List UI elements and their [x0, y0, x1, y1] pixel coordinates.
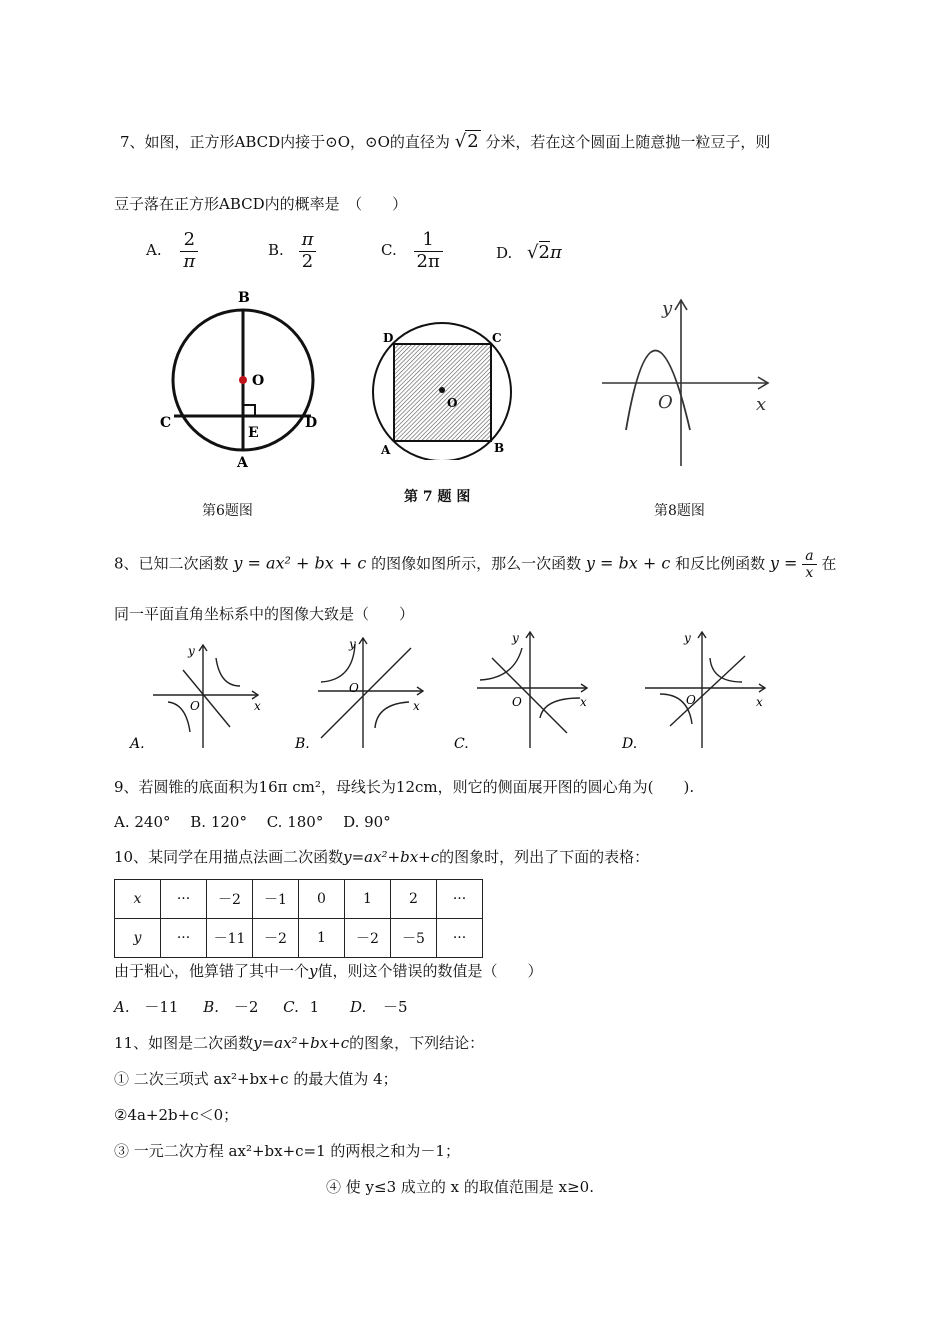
q8d-label-y: y [684, 631, 691, 645]
q8c-label-o: O [512, 695, 522, 709]
q8b-label-o: O [349, 681, 359, 695]
q10-option-c-label: C. [283, 998, 299, 1016]
fig7-label-d: D [383, 331, 394, 345]
fig7-label-b: B [494, 441, 505, 455]
q7-option-d-label: D. [496, 244, 513, 262]
q10-after-b: 值，则这个错误的数值是（ ） [317, 962, 543, 980]
table-cell: 2 [391, 880, 437, 919]
q10-option-b-value: －2 [233, 998, 259, 1016]
figure-6 [160, 285, 330, 475]
q10-text-a: 10、某同学在用描点法画二次函数 [114, 848, 344, 866]
q8c-label-y: y [512, 631, 519, 645]
q11-text-a: 11、如图是二次函数 [114, 1034, 254, 1052]
q8-inverse-den: x [805, 565, 814, 582]
fig7-label-a: A [381, 443, 391, 457]
table-cell: －2 [345, 919, 391, 958]
q7-text-b: 分米，若在这个圆面上随意抛一粒豆子，则 [485, 133, 771, 151]
q7-option-b-frac [299, 230, 317, 272]
figure-7 [372, 320, 512, 460]
q8-formula-linear: y = bx + c [585, 553, 671, 573]
q7-c-num: 1 [414, 230, 443, 252]
q7-line1 [120, 130, 770, 152]
q10-option-d-value: －5 [383, 998, 408, 1016]
q8b-option-label: B. [295, 736, 310, 752]
q8-text-d: 在 [821, 554, 837, 573]
fig6-label-d: D [305, 415, 318, 431]
q8d-label-o: O [686, 693, 696, 707]
q10-after [114, 960, 543, 981]
q9-options: A. 240° B. 120° C. 180° D. 90° [114, 813, 391, 831]
q8b-hyperbola-2 [375, 702, 409, 728]
q8-inverse-num: a [802, 548, 816, 565]
q9-stem: 9、若圆锥的底面积为16π cm²，母线长为12cm，则它的侧面展开图的圆心角为( ). [114, 778, 695, 796]
fig7-label-o: O [447, 396, 458, 410]
figure-8 [598, 296, 778, 471]
q10-text-b: 的图象时，列出了下面的表格： [439, 848, 650, 866]
fig8-caption: 第8题图 [654, 503, 705, 519]
table-cell: 1 [345, 880, 391, 919]
table-cell: ··· [161, 919, 207, 958]
fig8-label-x: x [756, 394, 767, 415]
table-cell: 0 [299, 880, 345, 919]
table-cell: x [115, 880, 161, 919]
q7-a-den: π [183, 250, 196, 272]
sqrt-2: √2 [454, 131, 479, 152]
q8-line2: 同一平面直角坐标系中的图像大致是（ ） [114, 605, 415, 623]
fig6-center-dot [239, 376, 247, 384]
q7-option-d-expr: √2π [527, 242, 562, 263]
q8c-option-label: C. [454, 736, 469, 752]
q11-text-b: 的图象，下列结论： [349, 1034, 485, 1052]
q10-option-a-label: A. [114, 998, 130, 1016]
table-cell: －2 [253, 919, 299, 958]
fig8-label-y: y [662, 298, 673, 319]
table-cell: ··· [437, 880, 483, 919]
q11-conclusion-4: ④ 使 y≤3 成立的 x 的取值范围是 x≥0. [326, 1178, 594, 1196]
q7-option-c-label: C. [381, 241, 397, 260]
fig8-label-o: O [658, 392, 673, 413]
table-cell: 1 [299, 919, 345, 958]
q8a-hyperbola-1 [216, 658, 240, 686]
q7-option-b [268, 230, 316, 272]
q8-formula-quadratic: y = ax² + bx + c [233, 553, 367, 573]
q11-conclusion-2: ②4a+2b+c＜0； [114, 1106, 239, 1124]
q8-option-b-graph[interactable] [293, 636, 443, 752]
q8c-label-x: x [580, 695, 587, 709]
q7-c-den: 2π [416, 250, 440, 272]
q8a-label-y: y [188, 644, 195, 658]
q11-conclusion-1: ① 二次三项式 ax²+bx+c 的最大值为 4； [114, 1070, 398, 1088]
q7-b-num: π [299, 230, 317, 252]
q8c-hyperbola-1 [480, 648, 522, 680]
q8b-label-x: x [413, 699, 420, 713]
q8a-label-o: O [190, 699, 200, 713]
q7-option-c [381, 230, 443, 272]
table-cell: ··· [161, 880, 207, 919]
fig6-label-o: O [252, 373, 265, 389]
table-cell: ··· [437, 919, 483, 958]
q7-b-den: 2 [301, 250, 314, 272]
q8d-line [670, 656, 745, 726]
q11-formula: y=ax²+bx+c [253, 1034, 350, 1052]
fig7-caption: 第 7 题 图 [404, 489, 471, 505]
q8d-label-x: x [756, 695, 763, 709]
table-row [115, 880, 483, 919]
q7-option-a-frac [180, 230, 198, 272]
q7-d-tail: π [549, 242, 562, 263]
q8b-line [321, 648, 411, 738]
q10-option-c-value: 1 [309, 998, 320, 1016]
q8c-hyperbola-2 [540, 698, 580, 718]
q7-radicand: 2 [467, 131, 479, 152]
q8-text-a: 8、已知二次函数 [114, 554, 229, 573]
table-cell: －11 [207, 919, 253, 958]
q8a-option-label: A. [130, 736, 145, 752]
q7-d-rad: 2 [538, 242, 550, 263]
q8-option-c-graph[interactable] [452, 628, 602, 752]
q10-options [114, 996, 408, 1017]
q8-option-d-graph[interactable] [620, 628, 770, 752]
q7-option-c-frac [414, 230, 443, 272]
q8b-label-y: y [349, 637, 356, 651]
q7-line2: 豆子落在正方形ABCD内的概率是 （ ） [114, 195, 408, 213]
fig6-label-a: A [237, 455, 248, 471]
q8-text-b: 的图像如图所示，那么一次函数 [371, 554, 582, 573]
fig6-label-e: E [248, 425, 259, 441]
q10-formula: y=ax²+bx+c [343, 848, 440, 866]
q7-a-num: 2 [180, 230, 198, 252]
q8-formula-inverse-lhs: y = [769, 553, 798, 573]
fig6-caption: 第6题图 [202, 503, 253, 519]
q7-option-b-label: B. [268, 241, 284, 260]
q11-conclusion-3: ③ 一元二次方程 ax²+bx+c=1 的两根之和为－1； [114, 1142, 460, 1160]
q10-option-d-label: D. [350, 998, 367, 1016]
fig6-label-c: C [160, 415, 172, 431]
q8d-option-label: D. [622, 736, 638, 752]
q7-option-d [496, 242, 562, 263]
q7-option-a-label: A. [146, 241, 162, 260]
q8-option-a-graph[interactable] [128, 640, 278, 752]
fig7-center-dot [439, 387, 445, 393]
q10-after-var: y [309, 962, 318, 980]
table-cell: y [115, 919, 161, 958]
fig7-label-c: C [492, 331, 502, 345]
q8a-label-x: x [254, 699, 261, 713]
fig6-label-b: B [238, 290, 250, 306]
q10-option-b-label: B. [203, 998, 220, 1016]
q7-option-a [146, 230, 198, 272]
q11-stem [114, 1032, 484, 1053]
q10-after-a: 由于粗心，他算错了其中一个 [114, 962, 310, 980]
q8-formula-inverse-frac [802, 548, 816, 581]
table-row [115, 919, 483, 958]
q8-text-c: 和反比例函数 [675, 554, 766, 573]
q10-option-a-value: －11 [144, 998, 179, 1016]
q10-value-table [114, 879, 483, 958]
q8-line1 [114, 548, 836, 581]
fig6-right-angle [243, 405, 255, 416]
table-cell: －1 [253, 880, 299, 919]
table-cell: －5 [391, 919, 437, 958]
q10-stem [114, 846, 649, 867]
q8a-hyperbola-2 [168, 702, 190, 732]
table-cell: －2 [207, 880, 253, 919]
q7-text-a: 7、如图，正方形ABCD内接于⊙O，⊙O的直径为 [120, 133, 450, 151]
q8d-hyperbola-1 [710, 658, 742, 682]
